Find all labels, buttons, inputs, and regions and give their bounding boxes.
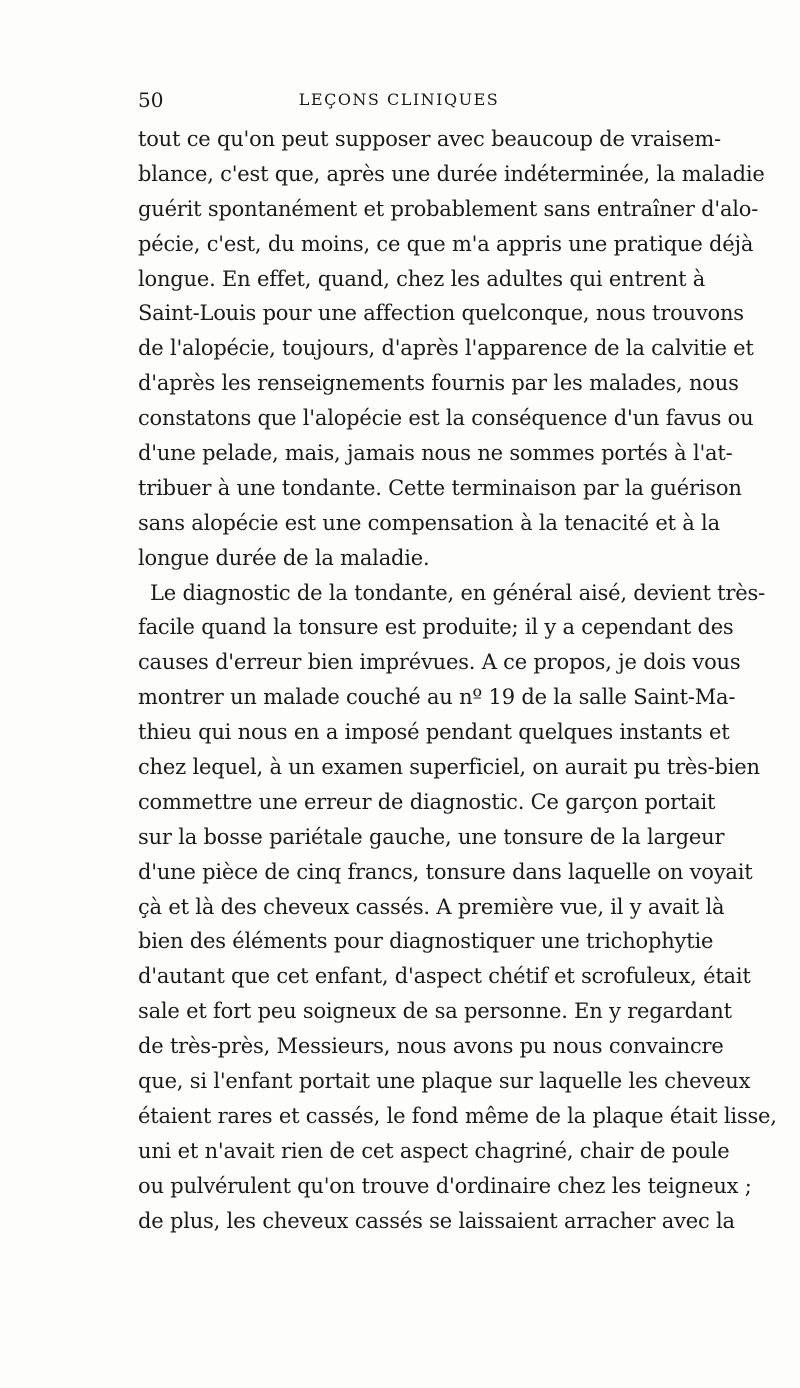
text-line: pécie, c'est, du moins, ce que m'a appris une pratique déjà	[138, 231, 754, 256]
text-line: sale et fort peu soigneux de sa personne. En y regardant	[138, 999, 732, 1024]
text-line: bien des éléments pour diagnostiquer une trichophytie	[138, 929, 714, 954]
text-line: étaient rares et cassés, le fond même de la plaque était lisse,	[138, 1103, 777, 1128]
text-line: facile quand la tonsure est produite; il y a cependant des	[138, 615, 734, 640]
text-line: blance, c'est que, après une durée indéterminée, la maladie	[138, 161, 765, 186]
text-line: sans alopécie est une compensation à la tenacité et à la	[138, 510, 720, 535]
text-line: de très-près, Messieurs, nous avons pu nous convaincre	[138, 1034, 724, 1059]
text-line: que, si l'enfant portait une plaque sur laquelle les cheveux	[138, 1069, 751, 1094]
text-line: de l'alopécie, toujours, d'après l'apparence de la calvitie et	[138, 336, 754, 361]
text-line: sur la bosse pariétale gauche, une tonsure de la largeur	[138, 824, 725, 849]
text-line: thieu qui nous en a imposé pendant quelques instants et	[138, 720, 730, 745]
text-line: constatons que l'alopécie est la conséquence d'un favus ou	[138, 406, 754, 431]
text-line: longue. En effet, quand, chez les adultes qui entrent à	[138, 266, 706, 291]
text-line: tribuer à une tondante. Cette terminaison par la guérison	[138, 475, 742, 500]
text-line: d'une pièce de cinq francs, tonsure dans laquelle on voyait	[138, 859, 753, 884]
text-line: guérit spontanément et probablement sans entraîner d'alo-	[138, 196, 759, 221]
text-line: uni et n'avait rien de cet aspect chagriné, chair de poule	[138, 1138, 730, 1163]
body-text	[138, 122, 777, 1239]
paragraph-start-line: Le diagnostic de la tondante, en général aisé, devient très-	[150, 580, 765, 605]
text-line: ou pulvérulent qu'on trouve d'ordinaire chez les teigneux ;	[138, 1173, 752, 1198]
text-line: tout ce qu'on peut supposer avec beaucoup de vraisem-	[138, 127, 721, 151]
text-line: chez lequel, à un examen superficiel, on aurait pu très-bien	[138, 755, 760, 780]
text-line: çà et là des cheveux cassés. A première vue, il y avait là	[138, 894, 725, 919]
text-line: commettre une erreur de diagnostic. Ce garçon portait	[138, 789, 716, 814]
text-line: montrer un malade couché au nº 19 de la salle Saint-Ma-	[138, 685, 736, 710]
text-line: Saint-Louis pour une affection quelconque, nous trouvons	[138, 301, 744, 326]
running-title: LEÇONS CLINIQUES	[298, 90, 500, 109]
text-line: d'après les renseignements fournis par les malades, nous	[138, 371, 739, 396]
running-head	[138, 88, 660, 112]
text-line: de plus, les cheveux cassés se laissaient arracher avec la	[138, 1208, 735, 1233]
text-line: d'autant que cet enfant, d'aspect chétif et scrofuleux, était	[138, 964, 751, 989]
text-line: causes d'erreur bien imprévues. A ce propos, je dois vous	[138, 650, 741, 675]
text-line: d'une pelade, mais, jamais nous ne sommes portés à l'at-	[138, 441, 733, 466]
page-number: 50	[138, 88, 164, 112]
paragraph-end-line: longue durée de la maladie.	[138, 545, 430, 570]
